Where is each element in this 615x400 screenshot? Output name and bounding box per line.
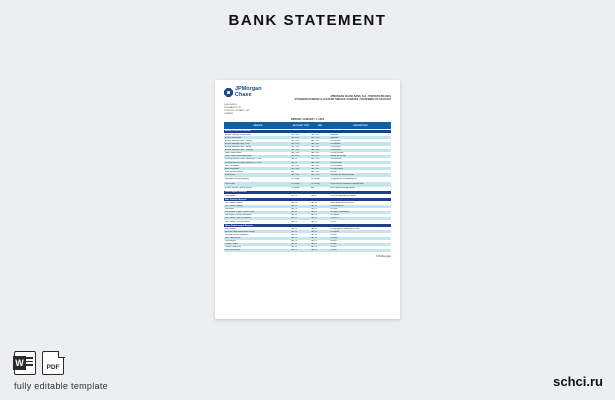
table-cell: CAD / N — [290, 208, 297, 211]
table-cell: Per item — [330, 243, 337, 246]
table-cell: CAD / USD — [290, 136, 300, 139]
table-cell: CAD / USD — [290, 139, 300, 142]
table-cell: Stop Payment — [225, 227, 236, 230]
table-cell: N/A — [310, 187, 314, 190]
page-title: BANK STATEMENT — [228, 12, 387, 29]
section-title: Cash Deposit Services — [225, 191, 247, 194]
pdf-file-icon[interactable] — [42, 351, 64, 375]
table-cell: CAD / N — [310, 208, 318, 211]
table-cell: CAD / N — [290, 161, 297, 164]
table-cell: Per copy — [330, 237, 337, 240]
table-cell: Per notice — [330, 217, 338, 220]
table-cell: CAD / USD — [310, 149, 320, 152]
table-cell: Wire Transfer Outgoing — [225, 205, 243, 208]
table-cell: Per repair — [330, 208, 338, 211]
table-cell: CAD / N — [290, 217, 297, 220]
table-cell: CAD / USD — [290, 143, 300, 146]
table-cell: Per statement — [330, 146, 341, 149]
table-cell: Draft Issuance — [225, 240, 236, 243]
table-cell: Fee for special handling requests — [330, 187, 356, 190]
table-cell: Service Fees — [225, 183, 235, 186]
table-cell: Per $1,000 deposited, per location — [330, 194, 356, 197]
table-cell: CAD / N — [290, 201, 297, 204]
table-row — [224, 194, 391, 197]
statement-preview[interactable] — [215, 80, 400, 319]
section-title: Other Disbursement Services — [225, 224, 254, 227]
table-cell: Per transaction — [330, 158, 342, 161]
bank-line1: JPMORGAN CHASE BANK, N.A., TORONTO BRANCH — [330, 95, 391, 98]
bank-line2: STANDARD BANKING & ACCOUNT SERVICE CHARGES / STATEMENT OF ACCOUNT — [294, 98, 391, 102]
table-cell: Per fax — [330, 220, 336, 223]
table-cell: CAD / USD — [290, 133, 300, 136]
table-cell: Incoming Electronic Funds Transfer (EFT) - CAD — [225, 158, 262, 161]
header-account-type: ACCOUNT TYPE — [292, 124, 310, 127]
footer-logo: J.P.Morgan — [375, 254, 391, 259]
table-cell: Audit Confirmation — [225, 167, 239, 170]
logo-line1: JPMorgan — [235, 86, 262, 92]
header-service: SERVICE — [253, 124, 263, 127]
table-cell: CAD / N — [310, 234, 318, 237]
table-cell: CAD / N — [290, 249, 297, 252]
table-cell: Wire Inquiry / Tracing / Amendment — [225, 214, 252, 217]
table-cell: Per statement — [330, 139, 341, 142]
table-cell: CAD / USD — [310, 158, 320, 161]
table-cell: Per month, per inactive account — [330, 173, 354, 176]
address-line: TORONTO, ONTARIO, CA — [224, 109, 249, 112]
table-cell: Wire Repair — [225, 208, 234, 211]
table-cell: Per statement — [330, 143, 341, 146]
table-cell: Account Statement Paper - Weekly — [225, 146, 252, 149]
table-cell: Items and Debit Activity — [225, 170, 243, 173]
table-cell: CAD / N — [310, 243, 318, 246]
table-cell: Per request, investigation — [330, 211, 350, 214]
table-cell: Per Charge — [290, 183, 300, 186]
table-cell: Per draft — [330, 240, 337, 243]
word-file-icon[interactable] — [14, 351, 36, 375]
word-letter: W — [13, 356, 26, 370]
table-header — [224, 122, 391, 129]
table-cell: CAD / N — [310, 249, 318, 252]
table-cell: CAD / N — [310, 246, 318, 249]
table-row — [224, 220, 391, 223]
table-cell: Bank Draft Issuance — [225, 249, 241, 252]
table-cell: CAD / USD — [290, 164, 300, 167]
table-cell: CAD / N — [290, 211, 297, 214]
table-cell: CAD / N — [290, 227, 297, 230]
table-cell: Certified Cheque — [225, 243, 238, 246]
table-cell: Per statement — [330, 149, 341, 152]
table-cell: CAD / N — [290, 214, 297, 217]
table-cell: CAD / USD — [310, 155, 320, 158]
table-cell: CAD / USD — [290, 155, 300, 158]
table-cell: CAD / N — [290, 205, 297, 208]
section-title: Business Account Services — [225, 130, 252, 133]
table-cell: Wire Transfer - Fax Confirmation — [225, 220, 250, 223]
table-cell: Wire Transfer - Repair / Cancel / Recall — [225, 211, 255, 214]
table-cell: Service fees for international collection items — [330, 183, 364, 186]
table-cell: Per confirmation — [330, 164, 343, 167]
table-cell: CAD / N — [290, 234, 297, 237]
table-cell: CAD / USD — [310, 152, 320, 155]
table-cell: CAD / USD — [310, 133, 320, 136]
address-line: JOHN SMITH — [224, 104, 237, 107]
table-cell: Negotiable — [330, 133, 339, 136]
table-cell: Per Charge — [310, 183, 320, 186]
table-cell: CAD / USD — [310, 164, 320, 167]
table-cell: Per Charge — [290, 178, 300, 181]
table-cell: Per item — [330, 246, 337, 249]
table-cell: Monthly, per account — [330, 155, 346, 158]
table-cell: Account Statement Paper - Daily — [225, 143, 250, 146]
table-cell: CAD / N — [290, 194, 297, 197]
table-cell: Per draft — [330, 249, 337, 252]
table-cell: Cheque Clearing Fee — [225, 246, 242, 249]
table-cell: Account Opening & Set-up Service — [225, 133, 252, 136]
table-cell: Electronic Image Retrieval with Storage — [225, 230, 255, 233]
table-cell: CAD / N — [310, 220, 318, 223]
table-cell: CAD / N — [310, 201, 318, 204]
table-cell: Wire Transfer - Notice of Payment — [225, 217, 251, 220]
table-cell: Negotiable Instrument Handling — [225, 178, 249, 181]
table-cell: CAD / USD — [310, 139, 320, 142]
address-line: CANADA — [224, 112, 233, 115]
table-cell: Per outgoing wire — [330, 205, 344, 208]
table-cell: CAD / N — [290, 246, 297, 249]
table-cell: Per incoming wire, per currency — [330, 201, 354, 204]
table-cell: CAD / USD — [290, 152, 300, 155]
table-cell: Account Services - Special Services — [225, 187, 253, 190]
table-cell: Per transaction — [330, 161, 342, 164]
table-cell: Bill Image Retrieval (Individual) — [225, 234, 249, 237]
header-fee: FEE — [317, 124, 323, 127]
table-cell: Draft Copy Retrieval — [225, 237, 241, 240]
template-caption: fully editable template — [14, 381, 108, 391]
table-cell: Account Statement Paper - Monthly — [225, 139, 252, 142]
table-cell: CAD / N — [290, 240, 297, 243]
table-cell: CAD / N — [310, 237, 318, 240]
table-cell: Charged by the corresponding bank — [330, 178, 358, 181]
table-cell: Account Statement Paper - Quarterly — [225, 149, 253, 152]
table-cell: CAD / N — [310, 217, 318, 220]
site-name[interactable]: schci.ru — [553, 374, 603, 389]
table-cell: CAD / USD — [290, 173, 300, 176]
table-cell: CAD / N — [310, 205, 318, 208]
table-cell: CAD / N — [290, 243, 297, 246]
table-cell: Incoming Electronic Funds Transfer (EFT) - USD — [225, 161, 262, 164]
table-cell: N/A — [290, 170, 294, 173]
table-cell: CAD / USD — [310, 173, 320, 176]
table-cell: Account Maintenance — [225, 136, 242, 139]
section-title: Wire Transfer Services — [225, 198, 247, 201]
logo-line2: Chase — [235, 91, 252, 98]
format-icons — [14, 351, 64, 375]
table-cell: Per item — [330, 234, 337, 237]
table-cell: CAD / USD — [310, 136, 320, 139]
table-cell: Per request — [330, 230, 339, 233]
table-cell: Negotiable — [330, 136, 339, 139]
table-cell: CAD / N — [310, 214, 318, 217]
table-cell: CAD / USD — [310, 143, 320, 146]
table-cell: Paper Cheque Return Maintenance — [225, 155, 252, 158]
table-cell: CAD / USD — [310, 146, 320, 149]
table-cell: CAD / USD — [310, 167, 320, 170]
fee-table — [224, 122, 391, 252]
table-cell: CAD / N — [310, 227, 318, 230]
octagon-logo-icon — [224, 88, 233, 97]
table-row — [224, 187, 391, 190]
address-line: 1234 MAIN ST. W. — [224, 107, 241, 110]
table-cell: CAD / N — [310, 240, 318, 243]
pdf-label: PDF — [46, 364, 60, 371]
table-cell: CAD / N — [290, 220, 297, 223]
table-cell: CAD / N — [290, 237, 297, 240]
table-cell: CAD / USD — [310, 170, 320, 173]
table-cell: Wire Transfer Incoming — [225, 201, 243, 204]
table-cell: Cash Deposit — [225, 194, 236, 197]
table-cell: CAD / N — [310, 230, 318, 233]
table-cell: CAD / USD — [290, 167, 300, 170]
table-cell: CAD / N — [310, 211, 318, 214]
table-cell: CAD / N — [290, 158, 297, 161]
table-cell: CAD / N — [290, 230, 297, 233]
table-cell: CAD / USD — [290, 149, 300, 152]
table-row — [224, 249, 391, 252]
table-cell: Per Charge — [290, 187, 300, 190]
statement-period: PERIOD: JANUARY 1, 2021 — [290, 117, 325, 121]
header-description: DESCRIPTION — [353, 124, 368, 127]
table-cell: CAD / USD — [310, 161, 320, 164]
table-cell: Per stop payment request, per account — [330, 227, 360, 230]
table-cell: Bank Confirmation — [225, 164, 239, 167]
table-cell: CAD / USD — [290, 146, 300, 149]
table-cell: Per item returned — [330, 152, 344, 155]
customer-address — [224, 104, 391, 115]
table-cell: Inactivity Fee — [225, 173, 235, 176]
table-cell: Per audit request — [330, 167, 344, 170]
table-cell: Per item — [330, 170, 337, 173]
table-cell: CAD / N — [310, 194, 318, 197]
table-cell: Per Charge — [310, 178, 320, 181]
table-body — [224, 130, 391, 252]
table-cell: Paper Cheque Return — [225, 152, 242, 155]
table-cell: Per request — [330, 214, 339, 217]
